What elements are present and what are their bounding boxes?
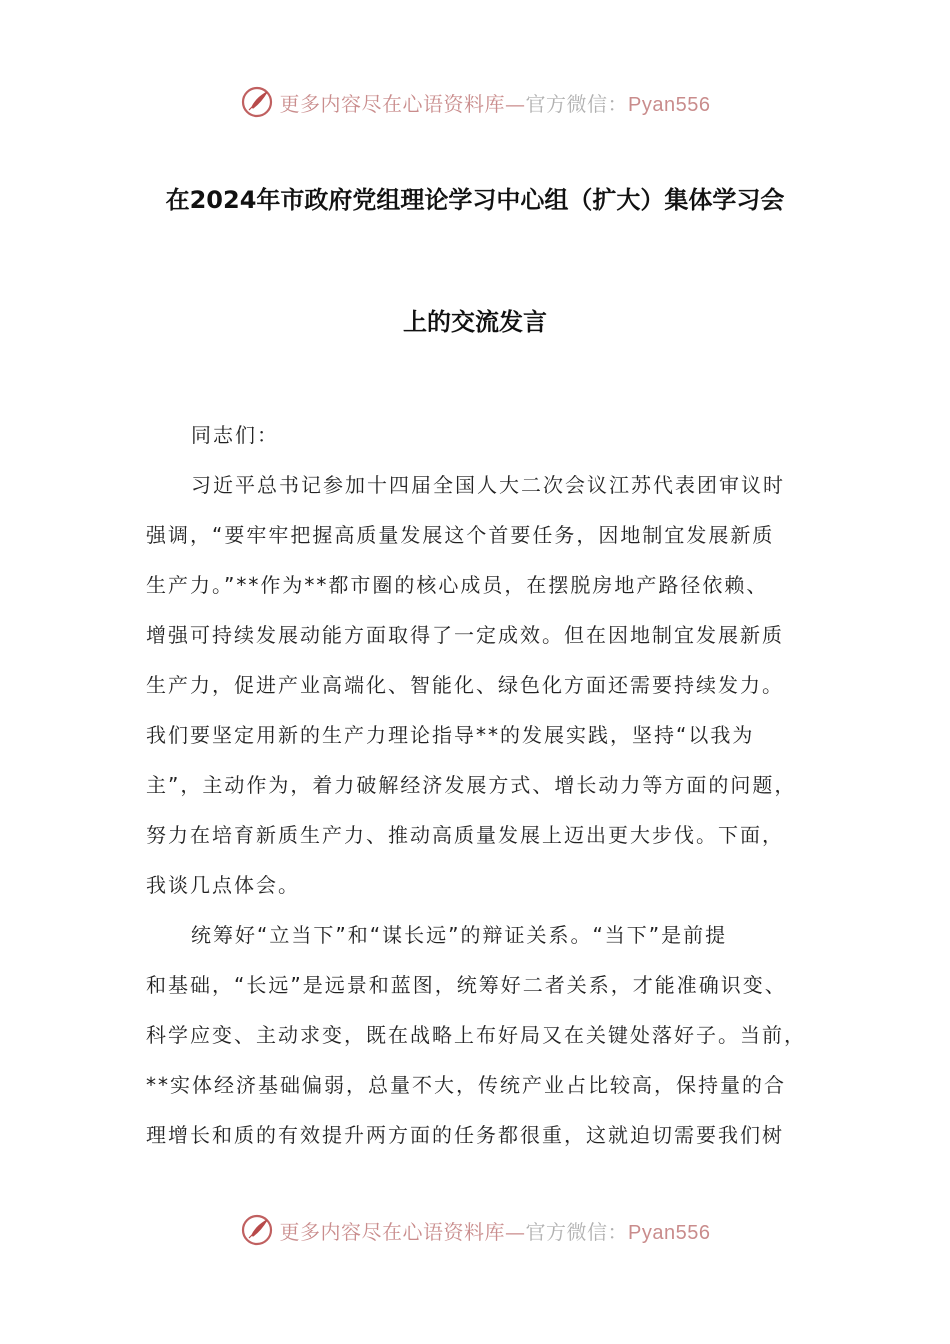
paragraph-line: 科学应变、主动求变，既在战略上布好局又在关键处落好子。当前， bbox=[146, 1023, 806, 1047]
document-title-line-2: 上的交流发言 bbox=[403, 308, 547, 336]
paragraph-line: 和基础，“长远”是远景和蓝图，统筹好二者关系，才能准确识变、 bbox=[146, 973, 787, 997]
watermark-separator: — bbox=[505, 1219, 526, 1244]
paragraph-line: 主”，主动作为，着力破解经济发展方式、增长动力等方面的问题， bbox=[146, 773, 797, 797]
watermark-official: 官方微信： bbox=[525, 91, 629, 116]
watermark-account: Pyan556 bbox=[628, 1221, 711, 1244]
watermark-text bbox=[280, 1216, 711, 1245]
paragraph-line: 生产力，促进产业高端化、智能化、绿色化方面还需要持续发力。 bbox=[146, 673, 784, 697]
paragraph-line: **实体经济基础偏弱，总量不大，传统产业占比较高，保持量的合 bbox=[146, 1073, 786, 1097]
quill-logo-icon bbox=[240, 85, 274, 119]
document-title-line-1: 在2024年市政府党组理论学习中心组（扩大）集体学习会 bbox=[165, 186, 785, 214]
watermark-official: 官方微信： bbox=[525, 1219, 629, 1244]
footer-watermark bbox=[0, 1210, 950, 1250]
paragraph-line: 努力在培育新质生产力、推动高质量发展上迈出更大步伐。下面， bbox=[146, 823, 784, 847]
header-watermark bbox=[0, 82, 950, 122]
salutation: 同志们： bbox=[191, 423, 279, 447]
paragraph-line: 生产力。”**作为**都市圈的核心成员，在摆脱房地产路径依赖、 bbox=[146, 573, 769, 597]
paragraph-line: 习近平总书记参加十四届全国人大二次会议江苏代表团审议时 bbox=[191, 473, 785, 497]
watermark-separator: — bbox=[505, 91, 526, 116]
paragraph-line: 我们要坚定用新的生产力理论指导**的发展实践，坚持“以我为 bbox=[146, 723, 755, 747]
paragraph-line: 增强可持续发展动能方面取得了一定成效。但在因地制宜发展新质 bbox=[146, 623, 784, 647]
paragraph-line: 我谈几点体会。 bbox=[146, 873, 300, 897]
watermark-text bbox=[280, 88, 711, 117]
watermark-account: Pyan556 bbox=[628, 93, 711, 116]
paragraph-line: 强调，“要牢牢把握高质量发展这个首要任务，因地制宜发展新质 bbox=[146, 523, 775, 547]
watermark-prefix: 更多内容尽在心语资料库 bbox=[279, 1219, 506, 1244]
quill-logo-icon bbox=[240, 1213, 274, 1247]
paragraph-line: 理增长和质的有效提升两方面的任务都很重，这就迫切需要我们树 bbox=[146, 1123, 784, 1147]
watermark-prefix: 更多内容尽在心语资料库 bbox=[279, 91, 506, 116]
paragraph-line: 统筹好“立当下”和“谋长远”的辩证关系。“当下”是前提 bbox=[191, 923, 728, 947]
